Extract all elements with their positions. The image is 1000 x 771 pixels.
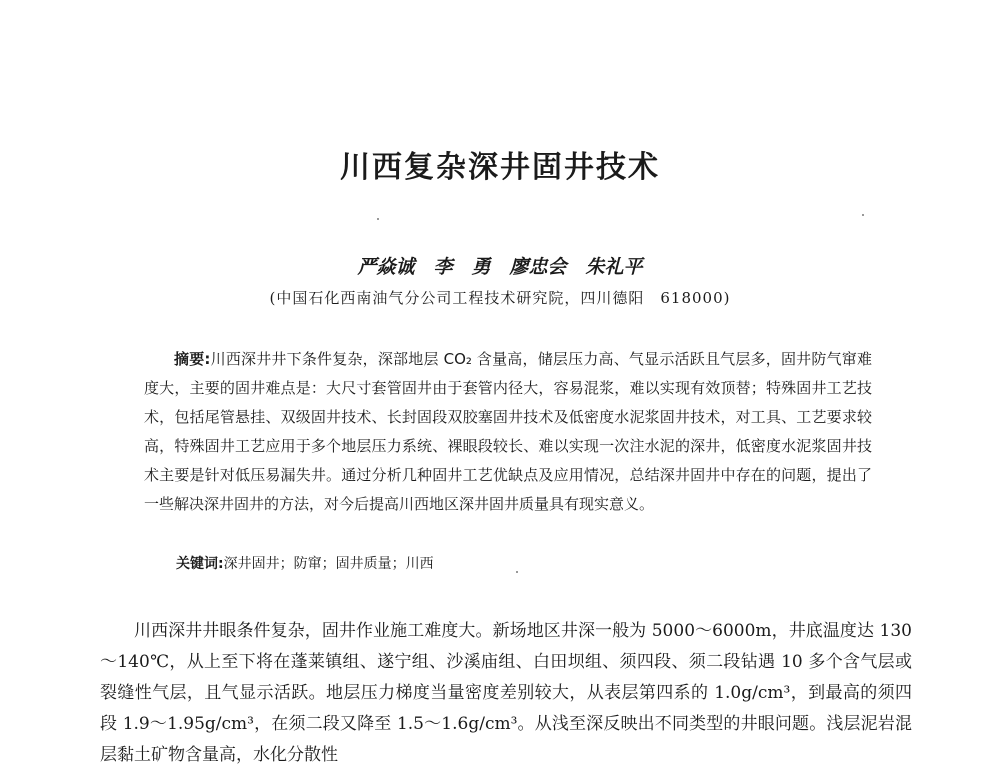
author-affiliation: (中国石化西南油气分公司工程技术研究院，四川德阳 618000) xyxy=(269,289,731,307)
body-paragraph: 川西深井井眼条件复杂，固井作业施工难度大。新场地区井深一般为 5000～6000m，井底温度达 130～140℃，从上至下将在蓬莱镇组、遂宁组、沙溪庙组、白田坝组、须四段、须二段钻遇 10 多个含气层或裂缝性气层，且气显示活跃。地层压力梯度当量密度差别较大，从表层第四系的 1.0g/cm³，到最高的须四段 1.9～1.95g/cm³，在须二段又降至 1.5～1.6g/cm³。从浅至深反映出不同类型的井眼问题。浅层泥岩混层黏土矿物含量高，水化分散性 xyxy=(100,621,912,765)
keywords-text: 深井固井；防窜；固井质量；川西 xyxy=(223,556,434,572)
keywords-label: 关键词: xyxy=(176,556,224,572)
scan-speck xyxy=(862,214,864,216)
paper-authors: 严焱诚 李 勇 廖忠会 朱礼平 xyxy=(357,256,643,278)
keywords xyxy=(176,553,876,573)
paper-title: 川西复杂深井固井技术 xyxy=(340,150,660,185)
scan-speck xyxy=(377,218,379,220)
abstract-label: 摘要: xyxy=(174,350,211,368)
abstract-text: 川西深井井下条件复杂，深部地层 CO₂ 含量高，储层压力高、气显示活跃且气层多，固井防气窜难度大，主要的固井难点是：大尺寸套管固井由于套管内径大，容易混浆，难以实现有效顶替；特殊固井工艺技术，包括尾管悬挂、双级固井技术、长封固段双胶塞固井技术及低密度水泥浆固井技术，对工具、工艺要求较高，特殊固井工艺应用于多个地层压力系统、裸眼段较长、难以实现一次注水泥的深井，低密度水泥浆固井技术主要是针对低压易漏失井。通过分析几种固井工艺优缺点及应用情况，总结深井固井中存在的问题，提出了一些解决深井固井的方法，对今后提高川西地区深井固井质量具有现实意义。 xyxy=(144,350,872,513)
scan-speck xyxy=(516,571,518,573)
abstract xyxy=(144,345,872,519)
